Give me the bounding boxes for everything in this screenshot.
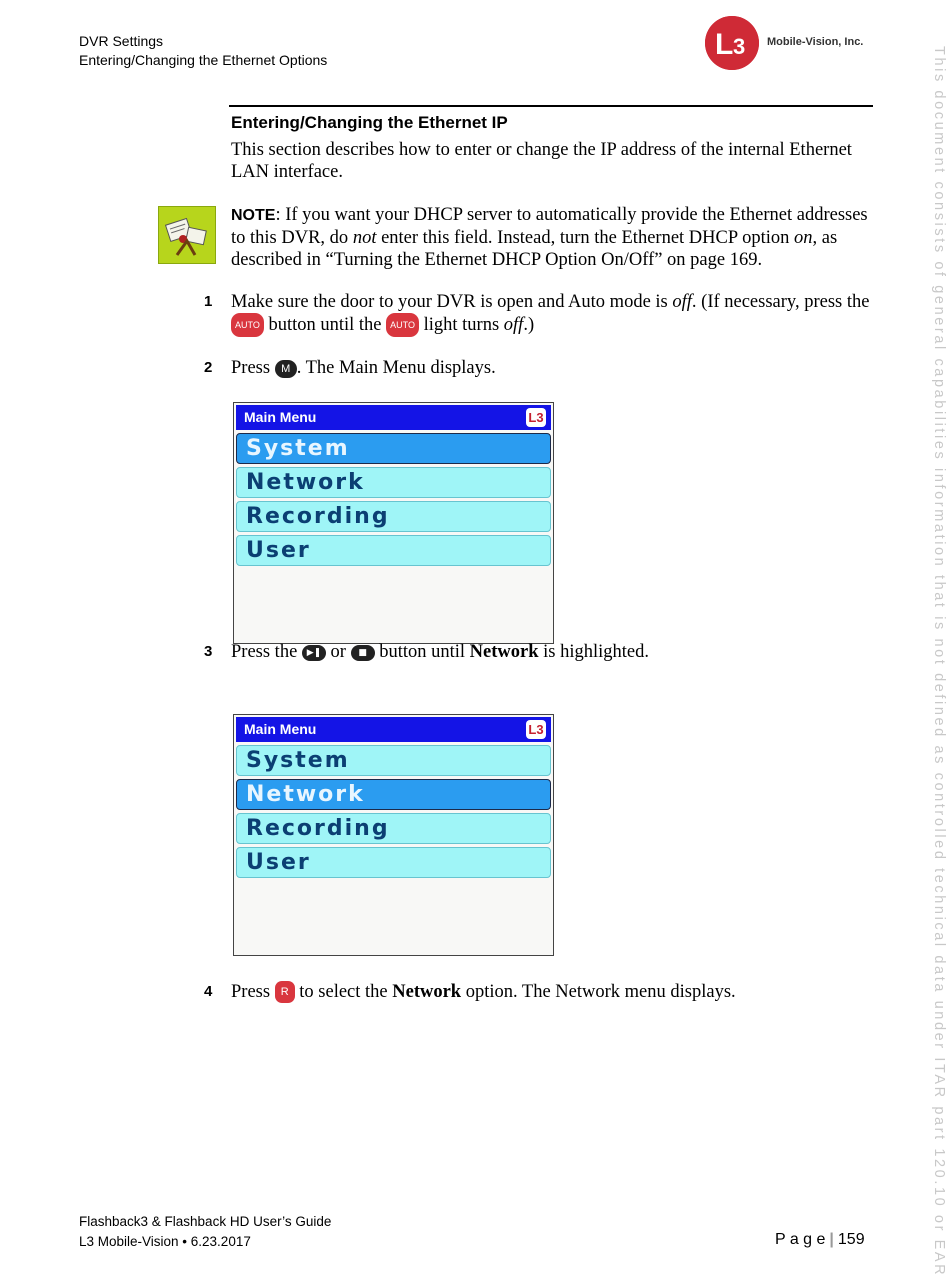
step-emphasis: Network (392, 982, 462, 1002)
step-text: button until the (263, 315, 387, 335)
step-text: Press (231, 358, 275, 378)
step-number: 1 (204, 293, 213, 310)
step-2-text (231, 357, 871, 379)
step-text: . (If necessary, press the (691, 292, 870, 312)
menu-title: Main Menu (244, 409, 317, 425)
step-emphasis: off (672, 292, 692, 312)
logo-text: Mobile-Vision, Inc. (767, 36, 864, 48)
page-number: 159 (837, 1231, 865, 1248)
note-text: , as described in “Turning the Ethernet DHCP Option On/Off” on page 169. (231, 228, 838, 270)
company-logo (705, 16, 875, 70)
header-chapter: DVR Settings (79, 33, 164, 49)
step-text: Press (231, 982, 275, 1002)
menu-item-system[interactable]: System (236, 433, 551, 464)
section-rule (229, 105, 873, 107)
note-text: : If you want your DHCP server to automatically provide the Ethernet addresses to this DVR, do (231, 205, 868, 248)
menu-item-recording[interactable]: Recording (236, 501, 551, 532)
step-text: to select the (294, 982, 393, 1002)
svg-text:3: 3 (733, 34, 746, 59)
running-header (79, 32, 327, 70)
play-pause-button-icon: ▶❚ (302, 645, 326, 661)
auto-button-icon: AUTO (231, 313, 264, 337)
note-icon (158, 206, 216, 264)
footer-company-date: L3 Mobile-Vision • 6.23.2017 (79, 1234, 251, 1249)
step-text: light turns (419, 315, 504, 335)
step-text: .) (523, 315, 535, 335)
section-title: Entering/Changing the Ethernet IP (231, 113, 508, 132)
menu-button-icon: M (275, 360, 297, 378)
menu-title: Main Menu (244, 721, 317, 737)
page-separator: | (829, 1231, 834, 1248)
step-number: 2 (204, 359, 213, 376)
main-menu-screenshot-2 (233, 714, 554, 956)
note-paragraph (231, 204, 871, 271)
stop-button-icon: ■ (351, 645, 375, 661)
step-text: button until (374, 642, 470, 662)
itar-watermark (927, 46, 947, 1277)
step-1-text (231, 291, 871, 337)
menu-item-system[interactable]: System (236, 745, 551, 776)
menu-item-user[interactable]: User (236, 847, 551, 878)
step-text: option. The Network menu displays. (461, 982, 736, 1002)
intro-paragraph: This section describes how to enter or change the IP address of the internal Ethernet LAN interface. (231, 140, 852, 182)
note-label: NOTE (231, 207, 276, 224)
step-number: 4 (204, 983, 213, 1000)
step-3-text (231, 641, 871, 663)
step-4-text (231, 981, 871, 1003)
step-text: is highlighted. (538, 642, 650, 662)
step-number: 3 (204, 643, 213, 660)
step-text: or (325, 642, 351, 662)
note-emphasis-not: not (352, 228, 377, 248)
step-text: Press the (231, 642, 302, 662)
l3-logo-icon (705, 16, 759, 70)
record-button-icon: R (275, 981, 295, 1003)
header-section: Entering/Changing the Ethernet Options (79, 52, 328, 68)
menu-title-bar (236, 717, 551, 742)
step-text: Make sure the door to your DVR is open and Auto mode is (231, 292, 673, 312)
auto-light-icon: AUTO (386, 313, 419, 337)
menu-item-user[interactable]: User (236, 535, 551, 566)
menu-title-bar (236, 405, 551, 430)
footer (79, 1212, 331, 1252)
note-text: enter this field. Instead, turn the Ethernet DHCP option (376, 228, 794, 248)
footer-guide-title: Flashback3 & Flashback HD User’s Guide (79, 1214, 332, 1229)
note-emphasis-on: on (794, 228, 813, 248)
menu-item-network[interactable]: Network (236, 779, 551, 810)
step-text: . The Main Menu displays. (296, 358, 496, 378)
page-label: P a g e (775, 1231, 826, 1248)
main-menu-screenshot-1 (233, 402, 554, 644)
watermark-text: This document consists of general capabilities information that is not defined as controlled technical data under ITAR part 120.10 or EAR (931, 46, 947, 1277)
svg-text:L: L (715, 28, 734, 61)
menu-item-recording[interactable]: Recording (236, 813, 551, 844)
l3-logo-icon: L3 (526, 408, 546, 427)
menu-item-network[interactable]: Network (236, 467, 551, 498)
page-number-block (775, 1231, 865, 1249)
l3-logo-icon: L3 (526, 720, 546, 739)
step-emphasis: Network (469, 642, 539, 662)
step-emphasis: off (503, 315, 524, 335)
